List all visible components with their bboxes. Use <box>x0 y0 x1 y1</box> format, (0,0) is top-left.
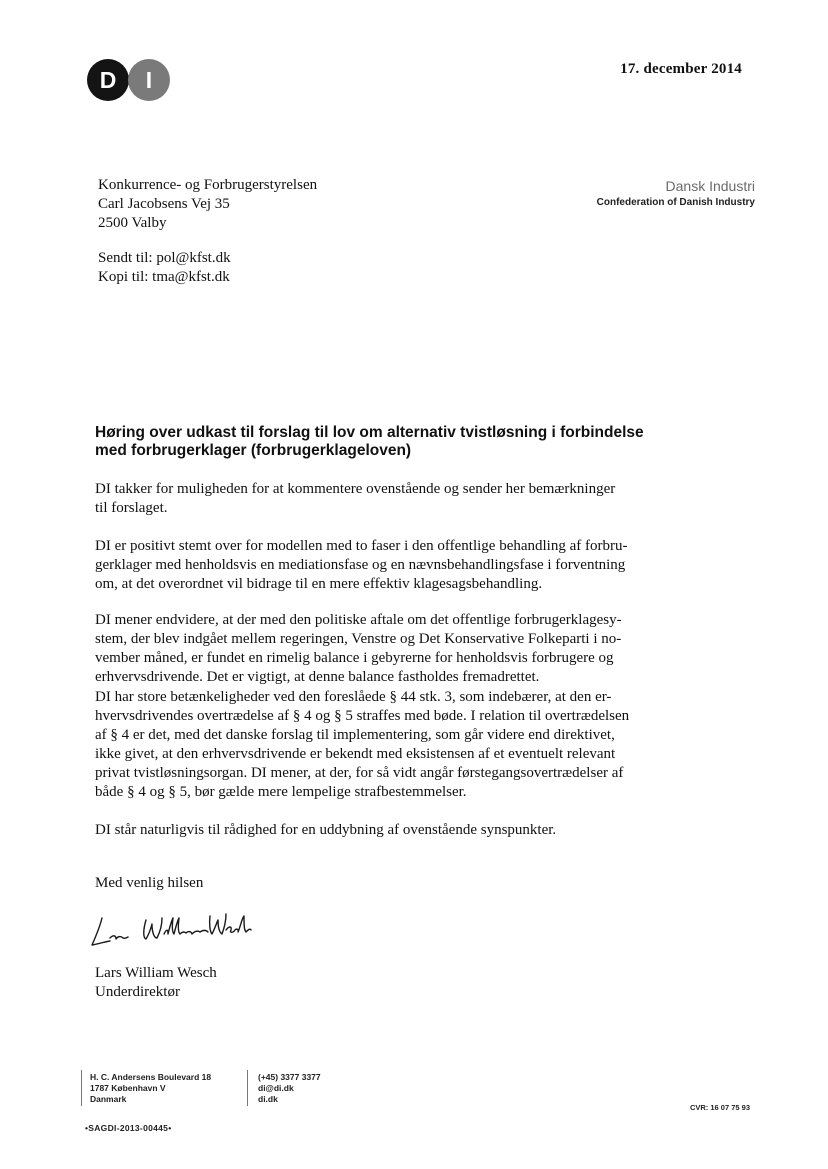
footer-divider <box>247 1070 248 1106</box>
copy-to: Kopi til: tma@kfst.dk <box>98 269 230 285</box>
footer-cvr: CVR: 16 07 75 93 <box>689 1103 750 1112</box>
recipient-line: 2500 Valby <box>98 215 167 231</box>
body-paragraph-2 <box>95 537 675 594</box>
text-line: DI står naturligvis til rådighed for en uddybning af ovenstående synspunkter. <box>95 822 557 838</box>
text-line: både § 4 og § 5, bør gælde mere lempelige strafbestemmelser. <box>95 784 467 800</box>
text-line: DI mener endvidere, at der med den politiske aftale om det offentlige forbrugerklagesy- <box>95 612 622 628</box>
footer-website: di.dk <box>258 1094 278 1104</box>
text-line: DI har store betænkeligheder ved den foreslåede § 44 stk. 3, som indebærer, at den er- <box>95 689 612 705</box>
letter-subject <box>95 424 695 460</box>
signer-name: Lars William Wesch <box>95 965 217 981</box>
signer-block <box>95 964 217 1002</box>
text-line: hvervsdrivendes overtrædelse af § 4 og § 5 straffes med bøde. I relation til overtrædelsen <box>95 708 630 724</box>
letter-date: 17. december 2014 <box>620 61 742 77</box>
footer-address-line: 1787 København V <box>90 1083 166 1093</box>
subject-line: med forbrugerklager (forbrugerklageloven) <box>95 442 412 459</box>
text-line: stem, der blev indgået mellem regeringen, Venstre og Det Konservative Folkeparti i no- <box>95 631 622 647</box>
brand-name: Dansk Industri <box>665 178 755 194</box>
footer-email: di@di.dk <box>258 1083 294 1093</box>
body-paragraph-5 <box>95 821 675 840</box>
case-reference: •SAGDI-2013-00445• <box>85 1123 172 1133</box>
footer-address-line: H. C. Andersens Boulevard 18 <box>90 1072 212 1082</box>
body-paragraph-1 <box>95 480 675 518</box>
text-line: erhvervsdrivende. Det er vigtigt, at denne balance fastholdes fremadrettet. <box>95 669 540 685</box>
text-line: af § 4 er det, med det danske forslag til implementering, som går videre end direktivet, <box>95 727 615 743</box>
sender-brand <box>597 177 755 210</box>
signer-title: Underdirektør <box>95 984 180 1000</box>
text-line: om, at det overordnet vil bidrage til en mere effektiv klagesagsbehandling. <box>95 576 543 592</box>
brand-subtitle: Confederation of Danish Industry <box>596 197 755 208</box>
logo-letter-i: I <box>145 67 153 93</box>
handwritten-signature <box>88 908 253 952</box>
recipient-line: Konkurrence- og Forbrugerstyrelsen <box>98 177 318 193</box>
text-line: til forslaget. <box>95 500 168 516</box>
text-line: ikke givet, at den erhvervsdrivende er bekendt med eksistensen af et eventuelt relevant <box>95 746 616 762</box>
di-logo-graphic <box>86 56 172 104</box>
sent-to: Sendt til: pol@kfst.dk <box>98 250 231 266</box>
closing-salutation: Med venlig hilsen <box>95 875 204 891</box>
text-line: vember måned, er fundet en rimelig balance i gebyrerne for henholdsvis forbrugere og <box>95 650 614 666</box>
di-logo <box>86 56 172 104</box>
footer-address <box>90 1072 211 1105</box>
text-line: gerklager med henholdsvis en mediationsfase og en nævnsbehandlingsfase i forventning <box>95 557 626 573</box>
footer-address-line: Danmark <box>90 1094 127 1104</box>
subject-line: Høring over udkast til forslag til lov om alternativ tvistløsning i forbindelse <box>95 424 644 441</box>
distribution-list <box>98 249 231 287</box>
text-line: DI takker for muligheden for at kommentere ovenstående og sender her bemærkninger <box>95 481 616 497</box>
body-paragraph-3 <box>95 611 675 687</box>
footer-phone: (+45) 3377 3377 <box>258 1072 321 1082</box>
text-line: DI er positivt stemt over for modellen med to faser i den offentlige behandling af forbru- <box>95 538 628 554</box>
footer-divider <box>81 1070 82 1106</box>
text-line: privat tvistløsningsorgan. DI mener, at der, for så vidt angår førstegangsovertrædelser af <box>95 765 624 781</box>
logo-letter-d: D <box>99 67 117 93</box>
recipient-line: Carl Jacobsens Vej 35 <box>98 196 230 212</box>
body-paragraph-4 <box>95 688 675 802</box>
footer-contact <box>258 1072 321 1105</box>
recipient-address <box>98 176 317 233</box>
